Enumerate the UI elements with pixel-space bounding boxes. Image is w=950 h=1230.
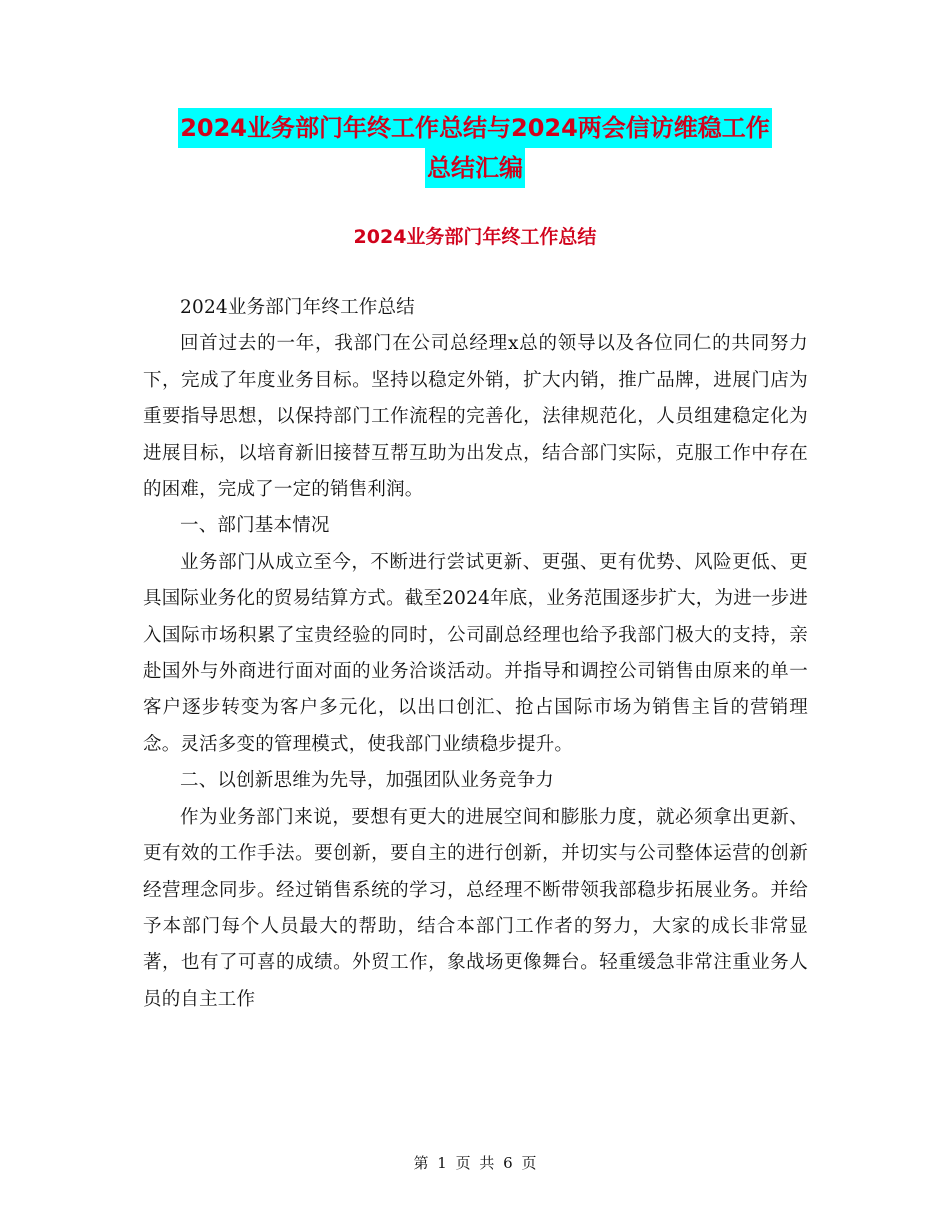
title-line-1: 2024业务部门年终工作总结与2024两会信访维稳工作 <box>178 108 772 148</box>
page-footer: 第 1 页 共 6 页 <box>413 1154 537 1172</box>
section-title: 2024业务部门年终工作总结 <box>353 226 597 248</box>
body-paragraph-4: 作为业务部门来说，要想有更大的进展空间和膨胀力度，就必须拿出更新、更有效的工作手法。要创新，要自主的进行创新，并切实与公司整体运营的创新经营理念同步。经过销售系统的学习，总经理不断带领我部稳步拓展业务。并给予本部门每个人员最大的帮助，结合本部门工作者的努力，大家的成长非常显著，也有了可喜的成绩。外贸工作，象战场更像舞台。轻重缓急非常注重业务人员的自主工作 <box>143 806 808 1010</box>
title-line-2: 总结汇编 <box>425 148 525 188</box>
section-heading-1: 一、部门基本情况 <box>180 515 330 537</box>
body-paragraph-3: 业务部门从成立至今，不断进行尝试更新、更强、更有优势、风险更低、更具国际业务化的贸易结算方式。截至2024年底，业务范围逐步扩大，为进一步进入国际市场积累了宝贵经验的同时，公司副总经理也给予我部门极大的支持，亲赴国外与外商进行面对面的业务洽谈活动。并指导和调控公司销售由原来的单一客户逐步转变为客户多元化，以出口创汇、抢占国际市场为销售主旨的营销理念。灵活多变的管理模式，使我部门业绩稳步提升。 <box>143 551 808 755</box>
body-paragraph-1: 2024业务部门年终工作总结 <box>180 297 415 318</box>
body-paragraph-2: 回首过去的一年，我部门在公司总经理x总的领导以及各位同仁的共同努力下，完成了年度业务目标。坚持以稳定外销，扩大内销，推广品牌，进展门店为重要指导思想，以保持部门工作流程的完善化，法律规范化，人员组建稳定化为进展目标，以培育新旧接替互帮互助为出发点，结合部门实际，克服工作中存在的困难，完成了一定的销售利润。 <box>143 333 808 501</box>
document-title <box>140 108 810 188</box>
section-heading-2: 二、以创新思维为先导，加强团队业务竞争力 <box>180 770 555 792</box>
document-body <box>143 290 808 1018</box>
